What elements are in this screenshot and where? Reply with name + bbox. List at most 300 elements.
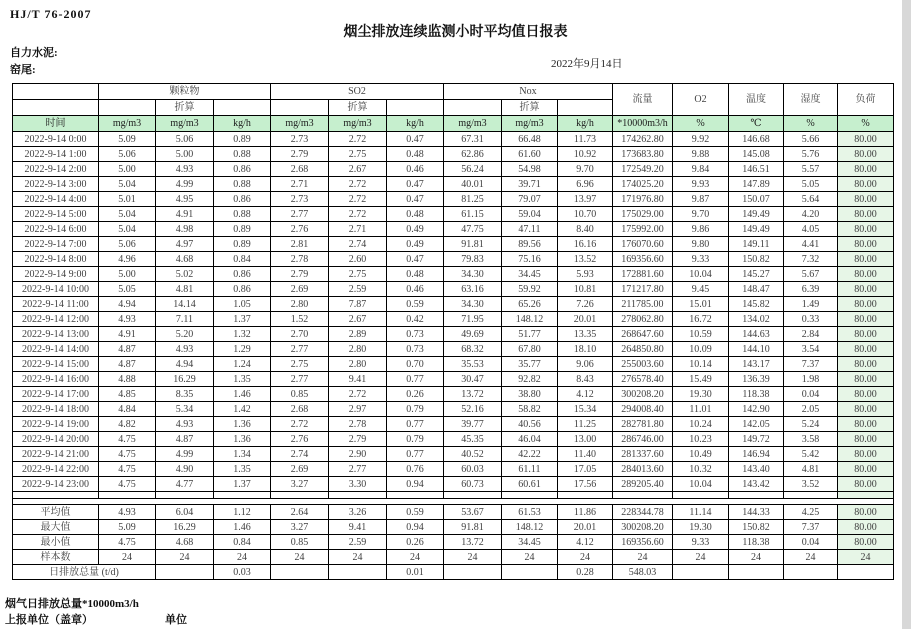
value-cell: 60.61 (502, 477, 558, 492)
value-cell: 2.74 (329, 237, 387, 252)
value-cell: 80.00 (838, 477, 894, 492)
unit-cell: % (784, 116, 838, 132)
value-cell: 1.37 (214, 477, 271, 492)
value-cell: 3.30 (329, 477, 387, 492)
summary-value-cell: 24 (329, 550, 387, 565)
value-cell: 13.97 (558, 192, 613, 207)
summary-row (13, 535, 894, 550)
summary-value-cell: 61.53 (502, 505, 558, 520)
value-cell: 2.75 (329, 147, 387, 162)
value-cell: 9.80 (673, 237, 729, 252)
converted-label: 折算 (329, 100, 387, 116)
value-cell: 10.09 (673, 342, 729, 357)
value-cell: 145.08 (729, 147, 784, 162)
unit-cell: mg/m3 (156, 116, 214, 132)
daily-total-value (838, 565, 894, 580)
value-cell: 146.94 (729, 447, 784, 462)
value-cell: 16.16 (558, 237, 613, 252)
hourly-row (13, 162, 894, 177)
time-cell: 2022-9-14 0:00 (13, 132, 99, 147)
value-cell: 174025.20 (613, 177, 673, 192)
value-cell: 10.81 (558, 282, 613, 297)
daily-total-value (271, 565, 329, 580)
value-cell: 2.75 (271, 357, 329, 372)
value-cell: 49.69 (444, 327, 502, 342)
empty-cell (387, 492, 444, 499)
hourly-row (13, 297, 894, 312)
value-cell: 0.70 (387, 357, 444, 372)
value-cell: 4.99 (156, 447, 214, 462)
value-cell: 142.90 (729, 402, 784, 417)
value-cell: 0.26 (387, 387, 444, 402)
time-cell: 2022-9-14 14:00 (13, 342, 99, 357)
value-cell: 2.80 (329, 357, 387, 372)
summary-value-cell: 13.72 (444, 535, 502, 550)
value-cell: 5.42 (784, 447, 838, 462)
value-cell: 5.04 (99, 177, 156, 192)
value-cell: 5.57 (784, 162, 838, 177)
summary-value-cell: 24 (387, 550, 444, 565)
value-cell: 5.05 (784, 177, 838, 192)
empty-cell (673, 492, 729, 499)
summary-value-cell: 24 (99, 550, 156, 565)
hourly-rows (13, 132, 894, 492)
time-cell: 2022-9-14 7:00 (13, 237, 99, 252)
value-cell: 268647.60 (613, 327, 673, 342)
value-cell: 62.86 (444, 147, 502, 162)
unit-cell: mg/m3 (99, 116, 156, 132)
value-cell: 9.87 (673, 192, 729, 207)
empty-cell (838, 492, 894, 499)
summary-value-cell: 20.01 (558, 520, 613, 535)
value-cell: 80.00 (838, 237, 894, 252)
value-cell: 0.47 (387, 192, 444, 207)
summary-value-cell: 4.12 (558, 535, 613, 550)
summary-value-cell: 24 (729, 550, 784, 565)
value-cell: 5.67 (784, 267, 838, 282)
value-cell: 8.43 (558, 372, 613, 387)
value-cell: 149.72 (729, 432, 784, 447)
value-cell: 4.94 (156, 357, 214, 372)
value-cell: 0.04 (784, 387, 838, 402)
value-cell: 9.93 (673, 177, 729, 192)
group-humidity: 湿度 (784, 84, 838, 116)
time-cell: 2022-9-14 9:00 (13, 267, 99, 282)
value-cell: 71.95 (444, 312, 502, 327)
summary-value-cell: 1.46 (214, 520, 271, 535)
value-cell: 80.00 (838, 327, 894, 342)
report-unit-label: 上报单位（盖章） (5, 614, 93, 626)
value-cell: 0.86 (214, 267, 271, 282)
report-unit-line (5, 611, 405, 627)
value-cell: 9.86 (673, 222, 729, 237)
hourly-row (13, 327, 894, 342)
value-cell: 0.79 (387, 402, 444, 417)
value-cell: 2.59 (329, 282, 387, 297)
value-cell: 54.98 (502, 162, 558, 177)
value-cell: 61.15 (444, 207, 502, 222)
value-cell: 2.77 (271, 372, 329, 387)
summary-value-cell: 169356.60 (613, 535, 673, 550)
value-cell: 2.68 (271, 402, 329, 417)
value-cell: 39.71 (502, 177, 558, 192)
value-cell: 2.72 (271, 417, 329, 432)
value-cell: 18.10 (558, 342, 613, 357)
value-cell: 17.56 (558, 477, 613, 492)
hourly-row (13, 447, 894, 462)
value-cell: 4.99 (156, 177, 214, 192)
value-cell: 118.38 (729, 387, 784, 402)
value-cell: 5.04 (99, 207, 156, 222)
value-cell: 10.23 (673, 432, 729, 447)
time-cell: 2022-9-14 21:00 (13, 447, 99, 462)
hourly-row (13, 147, 894, 162)
time-cell: 2022-9-14 10:00 (13, 282, 99, 297)
empty-cell (271, 492, 329, 499)
value-cell: 2.73 (271, 132, 329, 147)
value-cell: 34.45 (502, 267, 558, 282)
value-cell: 40.52 (444, 447, 502, 462)
value-cell: 2.67 (329, 162, 387, 177)
value-cell: 11.73 (558, 132, 613, 147)
value-cell: 2.97 (329, 402, 387, 417)
value-cell: 2.73 (271, 192, 329, 207)
value-cell: 149.49 (729, 222, 784, 237)
value-cell: 4.84 (99, 402, 156, 417)
value-cell: 39.77 (444, 417, 502, 432)
value-cell: 1.37 (214, 312, 271, 327)
value-cell: 10.04 (673, 477, 729, 492)
value-cell: 1.98 (784, 372, 838, 387)
value-cell: 5.04 (99, 222, 156, 237)
value-cell: 0.47 (387, 177, 444, 192)
hourly-row (13, 192, 894, 207)
value-cell: 0.47 (387, 252, 444, 267)
value-cell: 35.77 (502, 357, 558, 372)
hourly-row (13, 207, 894, 222)
summary-value-cell: 2.59 (329, 535, 387, 550)
value-cell: 8.35 (156, 387, 214, 402)
value-cell: 174262.80 (613, 132, 673, 147)
value-cell: 5.24 (784, 417, 838, 432)
value-cell: 19.30 (673, 387, 729, 402)
summary-value-cell: 300208.20 (613, 520, 673, 535)
value-cell: 0.33 (784, 312, 838, 327)
value-cell: 10.59 (673, 327, 729, 342)
value-cell: 80.00 (838, 462, 894, 477)
value-cell: 146.51 (729, 162, 784, 177)
daily-total-value (329, 565, 387, 580)
spacer-row (13, 492, 894, 499)
empty-cell (444, 100, 502, 116)
value-cell: 80.00 (838, 192, 894, 207)
unit-cell: % (673, 116, 729, 132)
value-cell: 1.32 (214, 327, 271, 342)
empty-cell (214, 492, 271, 499)
value-cell: 4.77 (156, 477, 214, 492)
value-cell: 38.80 (502, 387, 558, 402)
value-cell: 1.42 (214, 402, 271, 417)
value-cell: 2.78 (271, 252, 329, 267)
value-cell: 79.83 (444, 252, 502, 267)
value-cell: 11.40 (558, 447, 613, 462)
value-cell: 0.89 (214, 132, 271, 147)
value-cell: 9.45 (673, 282, 729, 297)
value-cell: 4.98 (156, 222, 214, 237)
value-cell: 2.79 (329, 432, 387, 447)
value-cell: 0.48 (387, 207, 444, 222)
hourly-row (13, 477, 894, 492)
header-group-row (13, 84, 894, 100)
summary-value-cell: 150.82 (729, 520, 784, 535)
value-cell: 0.94 (387, 477, 444, 492)
summary-rows (13, 505, 894, 565)
value-cell: 80.00 (838, 207, 894, 222)
empty-cell (156, 492, 214, 499)
value-cell: 150.82 (729, 252, 784, 267)
daily-total-value (156, 565, 214, 580)
value-cell: 5.34 (156, 402, 214, 417)
value-cell: 2.72 (329, 177, 387, 192)
value-cell: 15.49 (673, 372, 729, 387)
value-cell: 4.41 (784, 237, 838, 252)
summary-label: 最大值 (13, 520, 99, 535)
value-cell: 286746.00 (613, 432, 673, 447)
value-cell: 0.89 (214, 222, 271, 237)
daily-total-value (673, 565, 729, 580)
value-cell: 2.75 (329, 267, 387, 282)
value-cell: 7.32 (784, 252, 838, 267)
value-cell: 66.48 (502, 132, 558, 147)
summary-value-cell: 24 (156, 550, 214, 565)
value-cell: 80.00 (838, 252, 894, 267)
value-cell: 4.88 (99, 372, 156, 387)
time-cell: 2022-9-14 19:00 (13, 417, 99, 432)
summary-value-cell: 80.00 (838, 520, 894, 535)
value-cell: 172549.20 (613, 162, 673, 177)
standard-code: HJ/T 76-2007 (10, 7, 92, 21)
value-cell: 171217.80 (613, 282, 673, 297)
daily-total-label: 日排放总量 (t/d) (13, 565, 156, 580)
summary-value-cell: 0.84 (214, 535, 271, 550)
value-cell: 3.52 (784, 477, 838, 492)
value-cell: 40.56 (502, 417, 558, 432)
value-cell: 4.87 (156, 432, 214, 447)
daily-total-value: 0.28 (558, 565, 613, 580)
group-pm: 颗粒物 (99, 84, 271, 100)
summary-value-cell: 1.12 (214, 505, 271, 520)
value-cell: 61.60 (502, 147, 558, 162)
value-cell: 294008.40 (613, 402, 673, 417)
value-cell: 9.92 (673, 132, 729, 147)
value-cell: 2.71 (271, 177, 329, 192)
daily-total (13, 565, 894, 580)
value-cell: 0.49 (387, 222, 444, 237)
value-cell: 80.00 (838, 312, 894, 327)
report-date: 2022年9月14日 (551, 58, 623, 70)
value-cell: 80.00 (838, 267, 894, 282)
summary-label: 样本数 (13, 550, 99, 565)
value-cell: 0.77 (387, 447, 444, 462)
hourly-row (13, 222, 894, 237)
value-cell: 5.01 (99, 192, 156, 207)
value-cell: 5.06 (99, 147, 156, 162)
value-cell: 4.05 (784, 222, 838, 237)
value-cell: 80.00 (838, 402, 894, 417)
summary-value-cell: 0.94 (387, 520, 444, 535)
value-cell: 4.75 (99, 447, 156, 462)
summary-value-cell: 0.59 (387, 505, 444, 520)
value-cell: 172881.60 (613, 267, 673, 282)
value-cell: 68.32 (444, 342, 502, 357)
hourly-row (13, 432, 894, 447)
value-cell: 40.01 (444, 177, 502, 192)
value-cell: 80.00 (838, 342, 894, 357)
daily-total-value (444, 565, 502, 580)
time-cell: 2022-9-14 18:00 (13, 402, 99, 417)
summary-row (13, 505, 894, 520)
summary-value-cell: 144.33 (729, 505, 784, 520)
value-cell: 20.01 (558, 312, 613, 327)
value-cell: 4.91 (156, 207, 214, 222)
value-cell: 144.10 (729, 342, 784, 357)
time-cell: 2022-9-14 6:00 (13, 222, 99, 237)
value-cell: 1.35 (214, 462, 271, 477)
summary-value-cell: 11.86 (558, 505, 613, 520)
value-cell: 145.27 (729, 267, 784, 282)
hourly-row (13, 417, 894, 432)
header-units-row (13, 116, 894, 132)
summary-value-cell: 0.85 (271, 535, 329, 550)
empty-cell (13, 100, 99, 116)
value-cell: 2.60 (329, 252, 387, 267)
value-cell: 148.12 (502, 312, 558, 327)
value-cell: 30.47 (444, 372, 502, 387)
value-cell: 91.81 (444, 237, 502, 252)
value-cell: 11.25 (558, 417, 613, 432)
value-cell: 4.90 (156, 462, 214, 477)
summary-value-cell: 9.33 (673, 535, 729, 550)
company-label: 自力水泥: (10, 47, 58, 59)
unit-cell: kg/h (387, 116, 444, 132)
value-cell: 276578.40 (613, 372, 673, 387)
value-cell: 2.76 (271, 222, 329, 237)
value-cell: 0.77 (387, 372, 444, 387)
daily-total-value (729, 565, 784, 580)
time-cell: 2022-9-14 1:00 (13, 147, 99, 162)
summary-value-cell: 24 (613, 550, 673, 565)
value-cell: 0.86 (214, 282, 271, 297)
value-cell: 2.90 (329, 447, 387, 462)
value-cell: 9.06 (558, 357, 613, 372)
page-title: 烟尘排放连续监测小时平均值日报表 (343, 25, 568, 40)
time-header: 时间 (13, 116, 99, 132)
group-so2: SO2 (271, 84, 444, 100)
value-cell: 80.00 (838, 417, 894, 432)
empty-cell (99, 492, 156, 499)
unit-cell: kg/h (558, 116, 613, 132)
value-cell: 80.00 (838, 372, 894, 387)
value-cell: 8.40 (558, 222, 613, 237)
value-cell: 10.70 (558, 207, 613, 222)
value-cell: 80.00 (838, 162, 894, 177)
value-cell: 35.53 (444, 357, 502, 372)
value-cell: 175992.00 (613, 222, 673, 237)
value-cell: 47.11 (502, 222, 558, 237)
summary-value-cell: 16.29 (156, 520, 214, 535)
value-cell: 34.30 (444, 267, 502, 282)
value-cell: 2.78 (329, 417, 387, 432)
value-cell: 9.70 (673, 207, 729, 222)
value-cell: 1.49 (784, 297, 838, 312)
summary-row (13, 520, 894, 535)
value-cell: 10.24 (673, 417, 729, 432)
value-cell: 2.72 (329, 207, 387, 222)
time-cell: 2022-9-14 17:00 (13, 387, 99, 402)
value-cell: 65.26 (502, 297, 558, 312)
value-cell: 80.00 (838, 132, 894, 147)
summary-value-cell: 3.27 (271, 520, 329, 535)
value-cell: 80.00 (838, 177, 894, 192)
value-cell: 2.77 (271, 207, 329, 222)
unit-cell: *10000m3/h (613, 116, 673, 132)
value-cell: 56.24 (444, 162, 502, 177)
empty-cell (214, 100, 271, 116)
value-cell: 1.24 (214, 357, 271, 372)
value-cell: 0.42 (387, 312, 444, 327)
value-cell: 2.79 (271, 267, 329, 282)
summary-value-cell: 0.04 (784, 535, 838, 550)
value-cell: 89.56 (502, 237, 558, 252)
value-cell: 0.89 (214, 237, 271, 252)
value-cell: 4.87 (99, 357, 156, 372)
value-cell: 10.49 (673, 447, 729, 462)
value-cell: 2.69 (271, 282, 329, 297)
value-cell: 4.85 (99, 387, 156, 402)
value-cell: 4.12 (558, 387, 613, 402)
value-cell: 2.76 (271, 432, 329, 447)
value-cell: 9.33 (673, 252, 729, 267)
value-cell: 7.11 (156, 312, 214, 327)
value-cell: 5.06 (99, 237, 156, 252)
value-cell: 52.16 (444, 402, 502, 417)
empty-cell (558, 492, 613, 499)
empty-cell (613, 492, 673, 499)
value-cell: 17.05 (558, 462, 613, 477)
value-cell: 0.88 (214, 207, 271, 222)
value-cell: 4.81 (784, 462, 838, 477)
empty-cell (444, 492, 502, 499)
value-cell: 0.73 (387, 327, 444, 342)
empty-cell (387, 100, 444, 116)
unit-label: 单位 (165, 614, 187, 626)
value-cell: 136.39 (729, 372, 784, 387)
summary-value-cell: 4.93 (99, 505, 156, 520)
value-cell: 81.25 (444, 192, 502, 207)
value-cell: 0.84 (214, 252, 271, 267)
value-cell: 2.79 (271, 147, 329, 162)
value-cell: 10.04 (673, 267, 729, 282)
value-cell: 143.42 (729, 477, 784, 492)
value-cell: 5.02 (156, 267, 214, 282)
summary-value-cell: 3.26 (329, 505, 387, 520)
value-cell: 9.88 (673, 147, 729, 162)
unit-cell: ℃ (729, 116, 784, 132)
value-cell: 4.93 (156, 342, 214, 357)
summary-value-cell: 91.81 (444, 520, 502, 535)
value-cell: 149.49 (729, 207, 784, 222)
value-cell: 284013.60 (613, 462, 673, 477)
